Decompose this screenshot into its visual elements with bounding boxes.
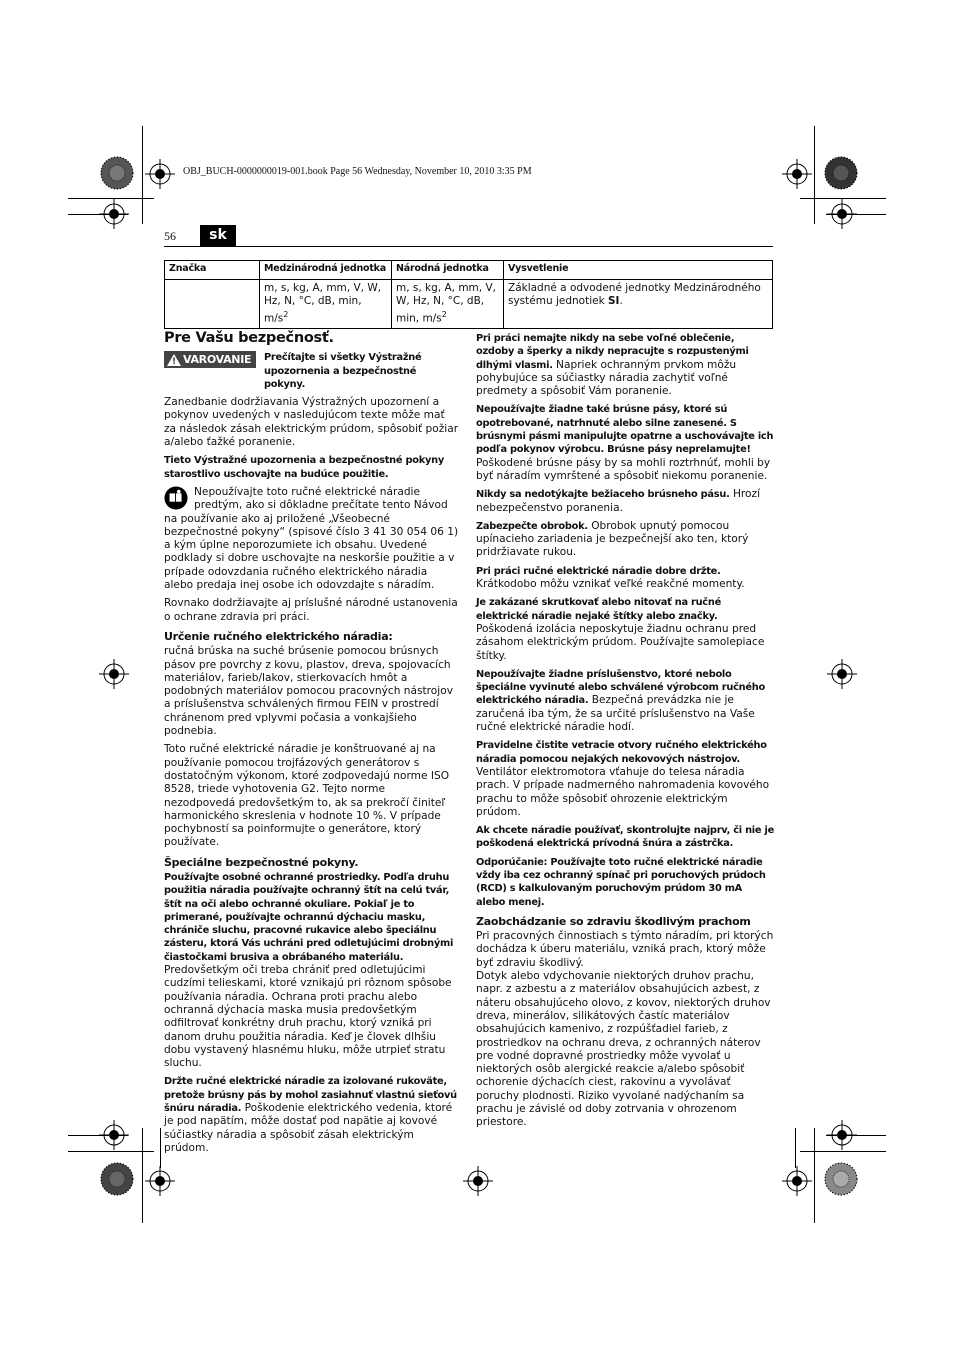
registration-mark-icon	[145, 1166, 175, 1196]
paragraph-rest: Poškodenie elektrického vedenia, ktoré je pod napätím, môže dostať pod napätie aj kovové súčiastky náradia a spôsobiť zásah elektrickým prúdom.	[164, 1102, 453, 1154]
registration-mark-icon	[463, 1166, 493, 1196]
table-header-cell: Národná jednotka	[392, 261, 504, 280]
bold-lead: Používajte osobné ochranné prostriedky. Podľa druhu použitia náradia používajte ochranný štít na celú tvár, štít na oči alebo ochranné okuliare. Pokiaľ je to primerané, používajte ochrannú dýchaciu masku, chrániče sluchu, pracovné rukavice alebo špeciálnu zásteru, ktorá Vás uchráni pred odletujúcimi drobnými čiastočkami brusiva a obrábaného materiálu.	[164, 871, 454, 963]
paragraph	[476, 739, 774, 819]
paragraph-bold: Ak chcete náradie používať, skontrolujte najprv, či nie je poškodená elektrická prívodná šnúra a zástrčka.	[476, 825, 774, 850]
paragraph-rest: Predovšetkým oči treba chrániť pred odletujúcimi cudzími telieskami, ktoré vznikajú pri rôznom spôsobe používania náradia. Ochrana proti prachu alebo ochranná dýchacia maska musia predovšetkým odfiltrovať konkrétny druh prachu, ktorý vzniká pri danom druhu použitia náradia. Keď je človek dlhšiu dobu vystavený hlasnému hluku, môže utrpieť stratu sluchu.	[164, 964, 452, 1070]
paragraph	[476, 565, 774, 592]
units-table	[164, 260, 773, 329]
subheading: Zaobchádzanie so zdraviu škodlivým prachom	[476, 914, 751, 928]
paragraph	[476, 403, 774, 483]
paragraph: Toto ručné elektrické náradie je konštruované aj na používanie pomocou trojfázových generátorov s dostatočným výkonom, ktoré zodpovedajú norme ISO 8528, triede vyhotovenia G2. Tejto norme nezodpovedá predovšetkým to, ak sa prekročí činiteľ harmonického skreslenia v hodnote 10 %. V prípade pochybností sa poinformujte o generátore, ktorý používate.	[164, 743, 450, 849]
paragraph: Dotyk alebo vdychovanie niektorých druhov prachu, napr. z azbestu a z materiálov obsahujúcich azbest, z náteru obsahujúceho olovo, z kovov, niektorých druhov dreva, minerálov, silikátových častíc materiálov obsahujúcich kamenivo, z rozpúšťadiel farieb, z prostriedkov na ochranu dreva, z ochranných náterov pre vodné dopravné prostriedky môže vyvolať u niektorých osôb alergické reakcie a/alebo spôsobiť ochorenie dýchacích ciest, rakovinu a vyvolávať poruchy plodnosti. Riziko vyvolané nadýchaním sa prachu je závislé od doby zotrvania v ohrozenom priestore.	[476, 970, 771, 1129]
table-row	[165, 280, 773, 329]
bold-lead: Pri práci nemajte nikdy na sebe voľné oblečenie, ozdoby a šperky a nikdy nepracujte s rozpustenými dlhými vlasmi.	[476, 333, 749, 371]
paragraph-rest: Bezpečná prevádzka nie je zaručená iba tým, že sa určité príslušenstvo na Vaše ručné elektrické náradie hodí.	[476, 694, 755, 734]
bold-lead: Držte ručné elektrické náradie za izolované rukoväte, pretože brúsny pás by mohol zasiahnuť vlastnú sieťovú šnúru náradia.	[164, 1076, 457, 1115]
paragraph	[164, 871, 459, 1070]
bold-lead: Pravidelne čistite vetracie otvory ručného elektrického náradia pomocou nejakých nekovových nástrojov.	[476, 740, 767, 765]
paragraph: Rovnako dodržiavajte aj príslušné národné ustanovenia o ochrane zdravia pri práci.	[164, 597, 458, 623]
color-wheel-icon	[100, 1162, 134, 1196]
crop-mark	[814, 126, 815, 224]
bold-lead: Nepoužívajte žiadne také brúsne pásy, ktoré sú opotrebované, natrhnuté alebo silne zanesené. S brúsnymi pásmi manipulujte opatrne a uschovávajte ich podľa pokynov výrobcu. Brúsne pásy neprelamujte!	[476, 404, 774, 456]
crop-mark	[68, 1151, 154, 1152]
cell-text: .	[619, 295, 623, 307]
table-cell	[392, 280, 504, 329]
left-column	[164, 332, 459, 1160]
color-wheel-icon	[824, 156, 858, 190]
registration-mark-icon	[827, 1120, 857, 1150]
crop-mark	[814, 1128, 815, 1223]
bold-lead: Je zakázané skrutkovať alebo nitovať na ručné elektrické náradie nejaké štítky alebo značky.	[476, 597, 721, 622]
manual-note	[164, 486, 459, 592]
table-header-cell: Vysvetlenie	[504, 261, 773, 280]
registration-mark-icon	[782, 1166, 812, 1196]
paragraph-rest: Hrozí nebezpečenstvo poranenia.	[476, 488, 761, 514]
table-cell	[504, 280, 773, 329]
warning-triangle-icon: !	[167, 354, 181, 366]
language-badge: sk	[200, 225, 236, 246]
registration-mark-icon	[145, 159, 175, 189]
registration-mark-icon	[99, 659, 129, 689]
paragraph-bold: Odporúčanie: Používajte toto ručné elektrické náradie vždy iba cez ochranný spínač pri poruchových prúdoch (RCD) s kalkulovaným poruchovým prúdom 30 mA alebo menej.	[476, 856, 766, 908]
page-number: 56	[164, 229, 176, 243]
registration-mark-icon	[99, 1120, 129, 1150]
cell-text: m, s, kg, A, mm, V, W, Hz, N, °C, dB, min, m/s	[264, 282, 382, 325]
paragraph-rest: Krátkodobo môžu vznikať veľké reakčné momenty.	[476, 578, 745, 591]
superscript: 2	[283, 310, 289, 319]
running-head: OBJ_BUCH-0000000019-001.book Page 56 Wednesday, November 10, 2010 3:35 PM	[183, 166, 532, 177]
paragraph-rest: Poškodené brúsne pásy by sa mohli roztrhnúť, mohli by byť náradím vymrštené a spôsobiť niekomu poranenie.	[476, 456, 771, 482]
paragraph: Nepoužívajte toto ručné elektrické náradie predtým, ako si dôkladne prečítate tento Návod na používanie ako aj priložené „Všeobecné bezpečnostné pokyny“ (spisové číslo 3 41 30 054 06 1) a kým úplne neporozumiete ich obsahu. Uvedené podklady si dobre uschovajte na neskoršie použitie a v prípade odovzdania ručného elektrického náradia alebo predaja inej osobe ich odovzdajte s náradím.	[164, 485, 459, 592]
warning-badge	[164, 351, 256, 368]
bold-lead: Nikdy sa nedotýkajte bežiaceho brúsneho pásu.	[476, 489, 730, 501]
superscript: 2	[441, 310, 447, 319]
registration-mark-icon	[99, 199, 129, 229]
paragraph: Pri pracovných činnostiach s týmto náradím, pri ktorých dochádza k úberu materiálu, vzniká prach, ktorý môže byť zdraviu škodlivý.	[476, 930, 774, 969]
registration-mark-icon	[827, 659, 857, 689]
paragraph-rest: Napriek ochranným prvkom môžu pohybujúce sa súčiastky náradia zachytiť voľné predmety a spôsobiť Vám poranenie.	[476, 358, 737, 398]
crop-mark	[142, 1128, 143, 1223]
paragraph	[164, 1075, 459, 1155]
paragraph-rest: Poškodená izolácia neposkytuje žiadnu ochranu pred zásahom elektrickým prúdom. Používajte samolepiace štítky.	[476, 622, 765, 662]
bold-lead: Nepoužívajte žiadne príslušenstvo, ktoré nebolo špeciálne vyvinuté alebo schválené výrobcom ručného elektrického náradia.	[476, 668, 765, 707]
registration-mark-icon	[782, 159, 812, 189]
header-rule	[164, 246, 773, 247]
warning-badge-label: VAROVANIE	[183, 353, 252, 367]
paragraph	[476, 488, 774, 515]
table-cell	[260, 280, 392, 329]
cell-text: m, s, kg, A, mm, V, W, Hz, N, °C, dB, min, m/s	[396, 282, 496, 325]
table-header-cell: Medzinárodná jednotka	[260, 261, 392, 280]
crop-mark	[142, 126, 143, 224]
warning-block	[164, 351, 459, 391]
color-wheel-icon	[824, 1162, 858, 1196]
paragraph: Zanedbanie dodržiavania Výstražných upozornení a pokynov uvedených v nasledujúcom texte môže mať za následok zásah elektrickým prúdom, spôsobiť požiar a/alebo ťažké poranenie.	[164, 396, 459, 449]
subheading: Určenie ručného elektrického náradia:	[164, 629, 393, 643]
paragraph-bold: Tieto Výstražné upozornenia a bezpečnostné pokyny starostlivo uschovajte na budúce použitie.	[164, 455, 444, 480]
paragraph	[476, 596, 774, 662]
subheading: Špeciálne bezpečnostné pokyny.	[164, 855, 359, 869]
crop-mark	[795, 1128, 796, 1168]
table-header-row	[165, 261, 773, 280]
paragraph	[476, 520, 774, 560]
paragraph-rest: Ventilátor elektromotora vťahuje do telesa náradia prach. V prípade nadmerného nahromadenia kovového prachu to môže spôsobiť ohrozenie elektrickým prúdom.	[476, 765, 770, 818]
bold-lead: Pri práci ručné elektrické náradie dobre držte.	[476, 565, 721, 577]
color-wheel-icon	[100, 156, 134, 190]
registration-mark-icon	[827, 199, 857, 229]
paragraph	[476, 332, 774, 398]
read-manual-icon	[164, 486, 188, 510]
section-heading: Pre Vašu bezpečnosť.	[164, 330, 334, 346]
table-cell	[165, 280, 260, 329]
paragraph-rest: Obrobok upnutý pomocou upínacieho zariadenia je bezpečnejší ako ten, ktorý pridržiavate rukou.	[476, 519, 749, 559]
cell-bold: SI	[608, 295, 620, 307]
cell-text: Základné a odvodené jednotky Medzinárodného systému jednotiek	[508, 282, 761, 307]
warning-text: Prečítajte si všetky Výstražné upozornenia a bezpečnostné pokyny.	[264, 352, 422, 390]
paragraph	[476, 668, 774, 734]
crop-mark	[800, 1151, 886, 1152]
paragraph: ručná brúska na suché brúsenie pomocou brúsnych pásov pre povrchy z kovu, plastov, dreva, spojovacích materiálov, farieb/lakov, stierkovacích hmôt a podobných materiálov pomocou pracovných nástrojov a príslušenstva schválených firmou FEIN v prostredí chránenom pred vplyvmi počasia a vonkajšieho podnebia.	[164, 645, 453, 738]
crop-mark	[160, 1128, 161, 1168]
right-column	[476, 332, 774, 1135]
bold-lead: Zabezpečte obrobok.	[476, 520, 588, 532]
table-header-cell: Značka	[165, 261, 260, 280]
